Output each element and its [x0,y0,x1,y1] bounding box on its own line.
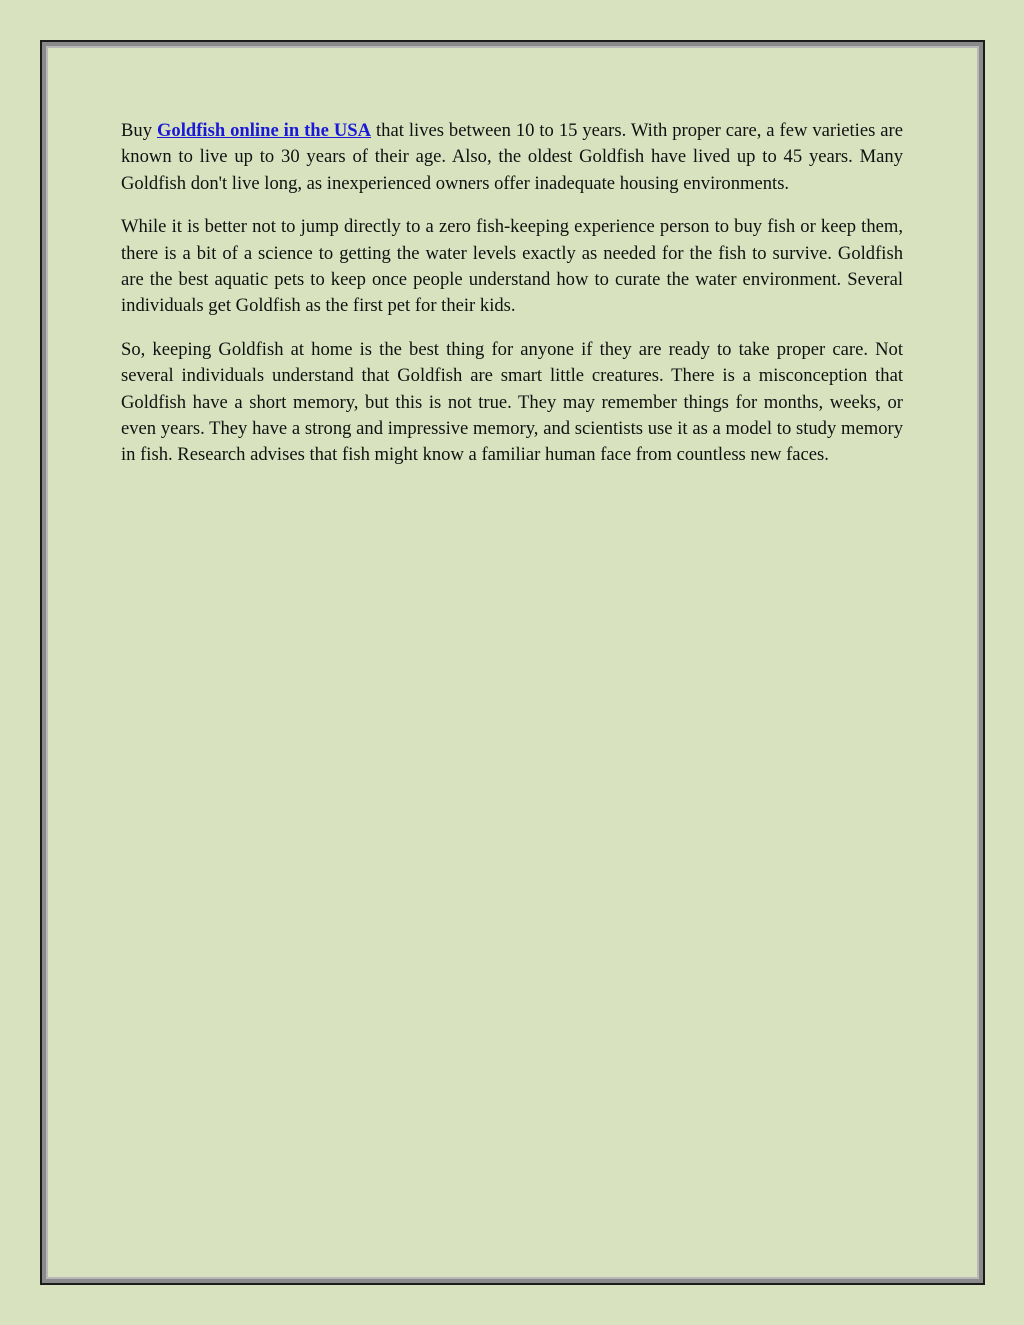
paragraph-1-rest: that lives between 10 to 15 years. With proper care, a few varieties are known to live up to 30 years of their age. Also, the oldest Goldfish have lived up to 45 years. Many Goldfish don't live long, as inexperienced owners offer inadequate housing environments. [121,120,903,194]
goldfish-online-link[interactable]: Goldfish online in the USA [156,120,372,141]
paragraph-3: So, keeping Goldfish at home is the best thing for anyone if they are ready to take proper care. Not several individuals understand that Goldfish are smart little creatures. There is a misconception that Goldfish have a short memory, but this is not true. They may remember things for months, weeks, or even years. They have a strong and impressive memory, and scientists use it as a model to study memory in fish. Research advises that fish might know a familiar human face from countless new faces. [121,338,903,466]
paragraph-1 [121,118,903,197]
paragraph-2: While it is better not to jump directly to a zero fish-keeping experience person to buy fish or keep them, there is a bit of a science to getting the water levels exactly as needed for the fish to survive. Goldfish are the best aquatic pets to keep once people understand how to curate the water environment. Several individuals get Goldfish as the first pet for their kids. [121,216,903,317]
paragraph-1-lead: Buy [121,120,157,141]
document-body [121,118,903,486]
